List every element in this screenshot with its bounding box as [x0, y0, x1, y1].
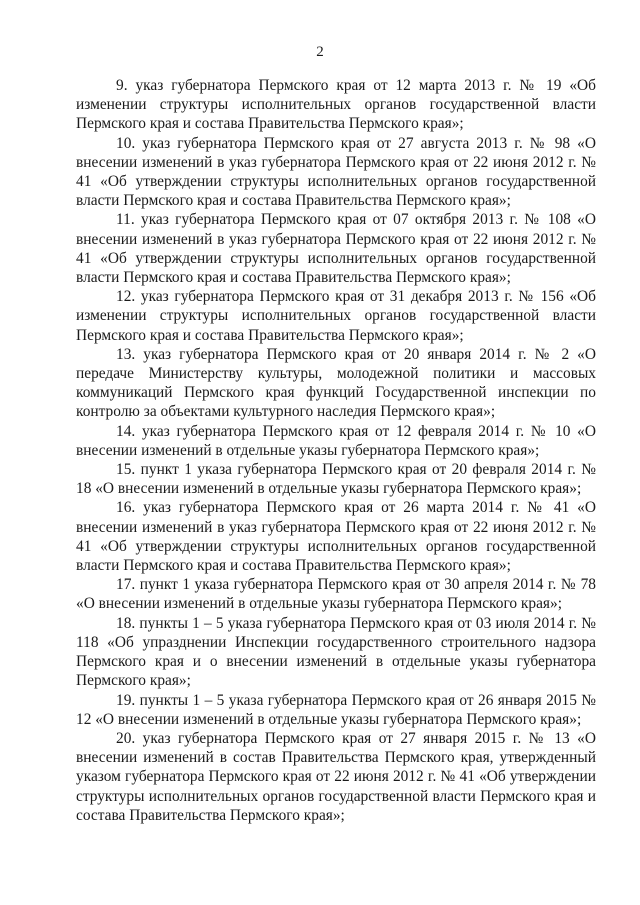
list-item: 14. указ губернатора Пермского края от 12 февраля 2014 г. № 10 «О внесении изменений в отдельные указы губернатора Пермского края»;: [76, 422, 596, 459]
list-item: 11. указ губернатора Пермского края от 07 октября 2013 г. № 108 «О внесении изменений в указ губернатора Пермского края от 22 июня 2012 г. № 41 «Об утверждении структуры исполнительных органов государственной власти Пермского края и состава Правительства Пермского края»;: [76, 211, 596, 287]
list-item: 12. указ губернатора Пермского края от 31 декабря 2013 г. № 156 «Об изменении структуры исполнительных органов государственной власти Пермского края и состава Правительства Пермского края»;: [76, 288, 596, 344]
list-item: 13. указ губернатора Пермского края от 20 января 2014 г. № 2 «О передаче Министерству культуры, молодежной политики и массовых коммуникаций Пермского края функций Государственной инспекции по контролю за объектами культурного наследия Пермского края»;: [76, 345, 596, 421]
list-item: 19. пункты 1 – 5 указа губернатора Пермского края от 26 января 2015 № 12 «О внесении изменений в отдельные указы губернатора Пермского края»;: [76, 691, 596, 728]
list-item: 20. указ губернатора Пермского края от 27 января 2015 г. № 13 «О внесении изменений в состав Правительства Пермского края, утвержденный указом губернатора Пермского края от 22 июня 2012 г. № 41 «Об утверждении структуры исполнительных органов государственной власти Пермского края и состава Правительства Пермского края»;: [76, 729, 596, 824]
list-item: 18. пункты 1 – 5 указа губернатора Пермского края от 03 июля 2014 г. № 118 «Об упразднении Инспекции государственного строительного надзора Пермского края и о внесении изменений в отдельные указы губернатора Пермского края»;: [76, 614, 596, 690]
list-item: 9. указ губернатора Пермского края от 12 марта 2013 г. № 19 «Об изменении структуры исполнительных органов государственной власти Пермского края и состава Правительства Пермского края»;: [76, 77, 596, 133]
list-item: 15. пункт 1 указа губернатора Пермского края от 20 февраля 2014 г. № 18 «О внесении изменений в отдельные указы губернатора Пермского края»;: [76, 461, 596, 498]
list-item: 17. пункт 1 указа губернатора Пермского края от 30 апреля 2014 г. № 78 «О внесении изменений в отдельные указы губернатора Пермского края»;: [76, 576, 596, 613]
item-list: [76, 76, 596, 825]
list-item: 10. указ губернатора Пермского края от 27 августа 2013 г. № 98 «О внесении изменений в указ губернатора Пермского края от 22 июня 2012 г. № 41 «Об утверждении структуры исполнительных органов государственной власти Пермского края и состава Правительства Пермского края»;: [76, 134, 596, 210]
page-number: 2: [316, 44, 324, 60]
list-item: 16. указ губернатора Пермского края от 26 марта 2014 г. № 41 «О внесении изменений в указ губернатора Пермского края от 22 июня 2012 г. № 41 «Об утверждении структуры исполнительных органов государственной власти Пермского края и состава Правительства Пермского края»;: [76, 499, 596, 575]
